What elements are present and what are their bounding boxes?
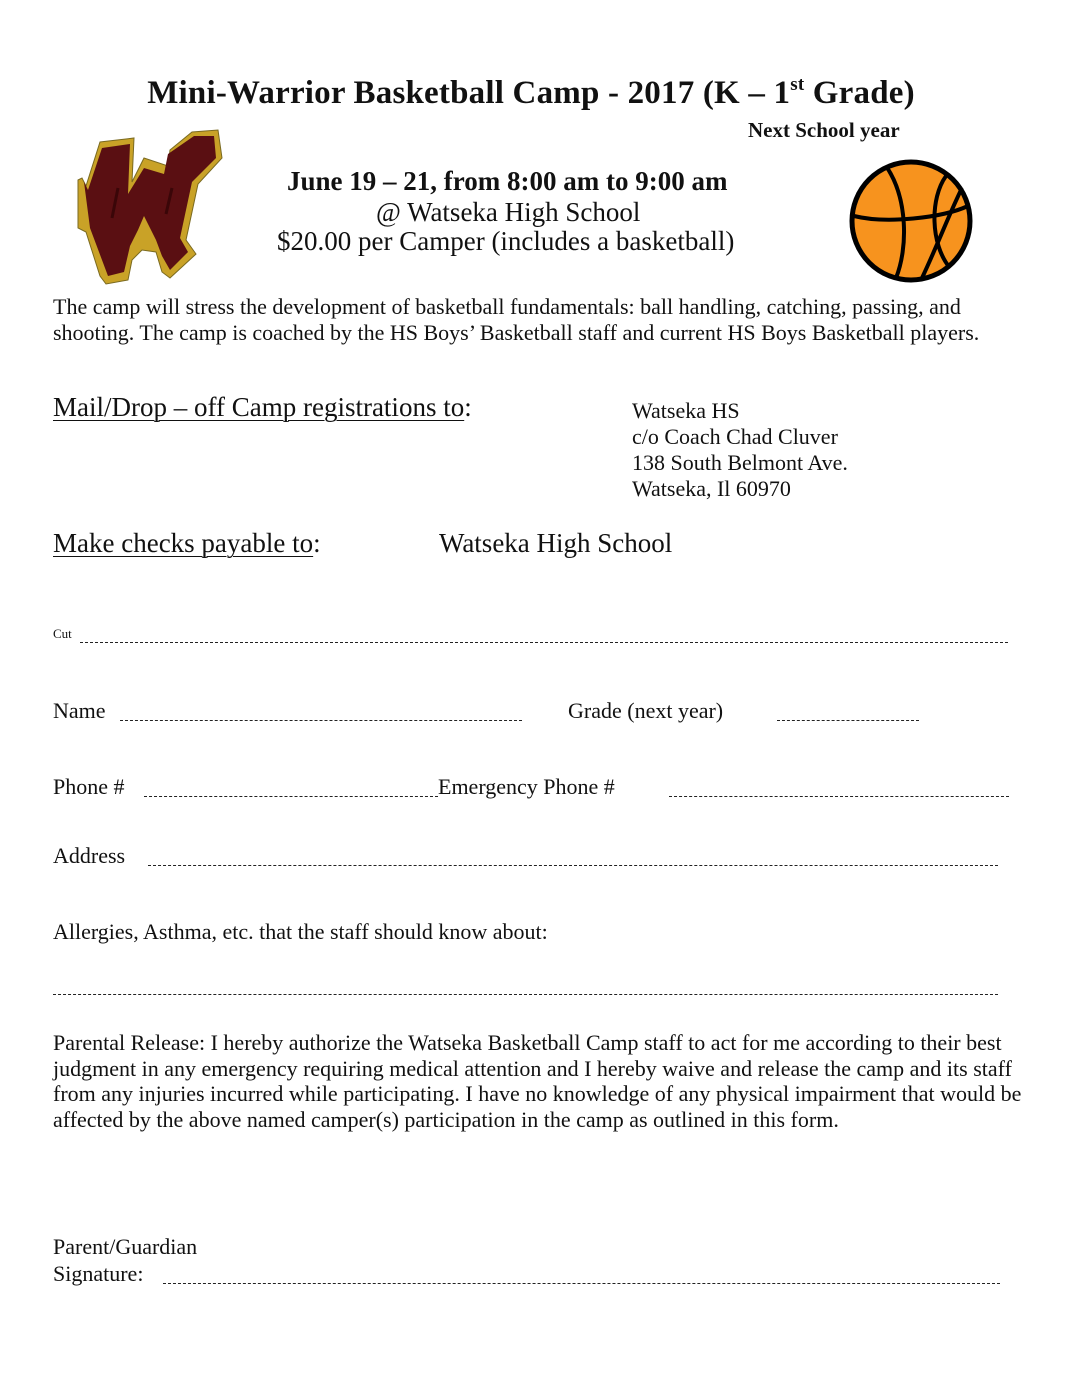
emergency-phone-field[interactable] <box>669 796 1009 797</box>
allergies-field[interactable] <box>53 994 998 995</box>
address-line: Watseka, Il 60970 <box>632 476 791 501</box>
signature-field[interactable] <box>163 1283 1000 1284</box>
basketball-icon <box>846 158 976 284</box>
warrior-w-logo-icon <box>72 128 224 286</box>
checks-payee: Watseka High School <box>439 528 673 558</box>
checks-label: Make checks payable to: <box>53 528 321 558</box>
intro-paragraph: The camp will stress the development of basketball fundamentals: ball handling, catching, passing, and shooting. The camp is coached by the HS Boys’ Basketball staff and current HS Boys Basketball players. <box>53 294 980 345</box>
page-title: Mini-Warrior Basketball Camp - 2017 (K – 1st Grade) <box>147 74 915 111</box>
address-field[interactable] <box>148 865 998 866</box>
cut-label: Cut <box>53 626 72 641</box>
grade-field[interactable] <box>777 720 919 721</box>
mail-label: Mail/Drop – off Camp registrations to: <box>53 392 472 422</box>
grade-label: Grade (next year) <box>568 698 724 723</box>
guardian-label: Parent/Guardian <box>53 1234 198 1259</box>
name-label: Name <box>53 698 106 723</box>
address-line: Watseka HS <box>632 398 740 423</box>
subtitle: Next School year <box>748 118 900 142</box>
emergency-phone-label: Emergency Phone # <box>438 774 615 799</box>
address-line: c/o Coach Chad Cluver <box>632 424 838 449</box>
address-label: Address <box>53 843 126 868</box>
allergies-label: Allergies, Asthma, etc. that the staff should know about: <box>53 919 548 944</box>
name-field[interactable] <box>120 720 522 721</box>
event-price: $20.00 per Camper (includes a basketball) <box>277 226 735 256</box>
event-location: @ Watseka High School <box>376 197 641 227</box>
parental-release-text: Parental Release: I hereby authorize the Watseka Basketball Camp staff to act for me according to their best judgment in any emergency requiring medical attention and I hereby waive and release the camp and its staff from any injuries incurred while participating. I have no knowledge of any physical impairment that would be affected by the above named camper(s) participation in the camp as outlined in this form. <box>53 1030 1022 1132</box>
event-dates: June 19 – 21, from 8:00 am to 9:00 am <box>287 166 728 196</box>
phone-label: Phone # <box>53 774 125 799</box>
cut-line <box>80 642 1008 643</box>
phone-field[interactable] <box>144 796 438 797</box>
address-line: 138 South Belmont Ave. <box>632 450 848 475</box>
signature-label: Signature: <box>53 1261 144 1286</box>
